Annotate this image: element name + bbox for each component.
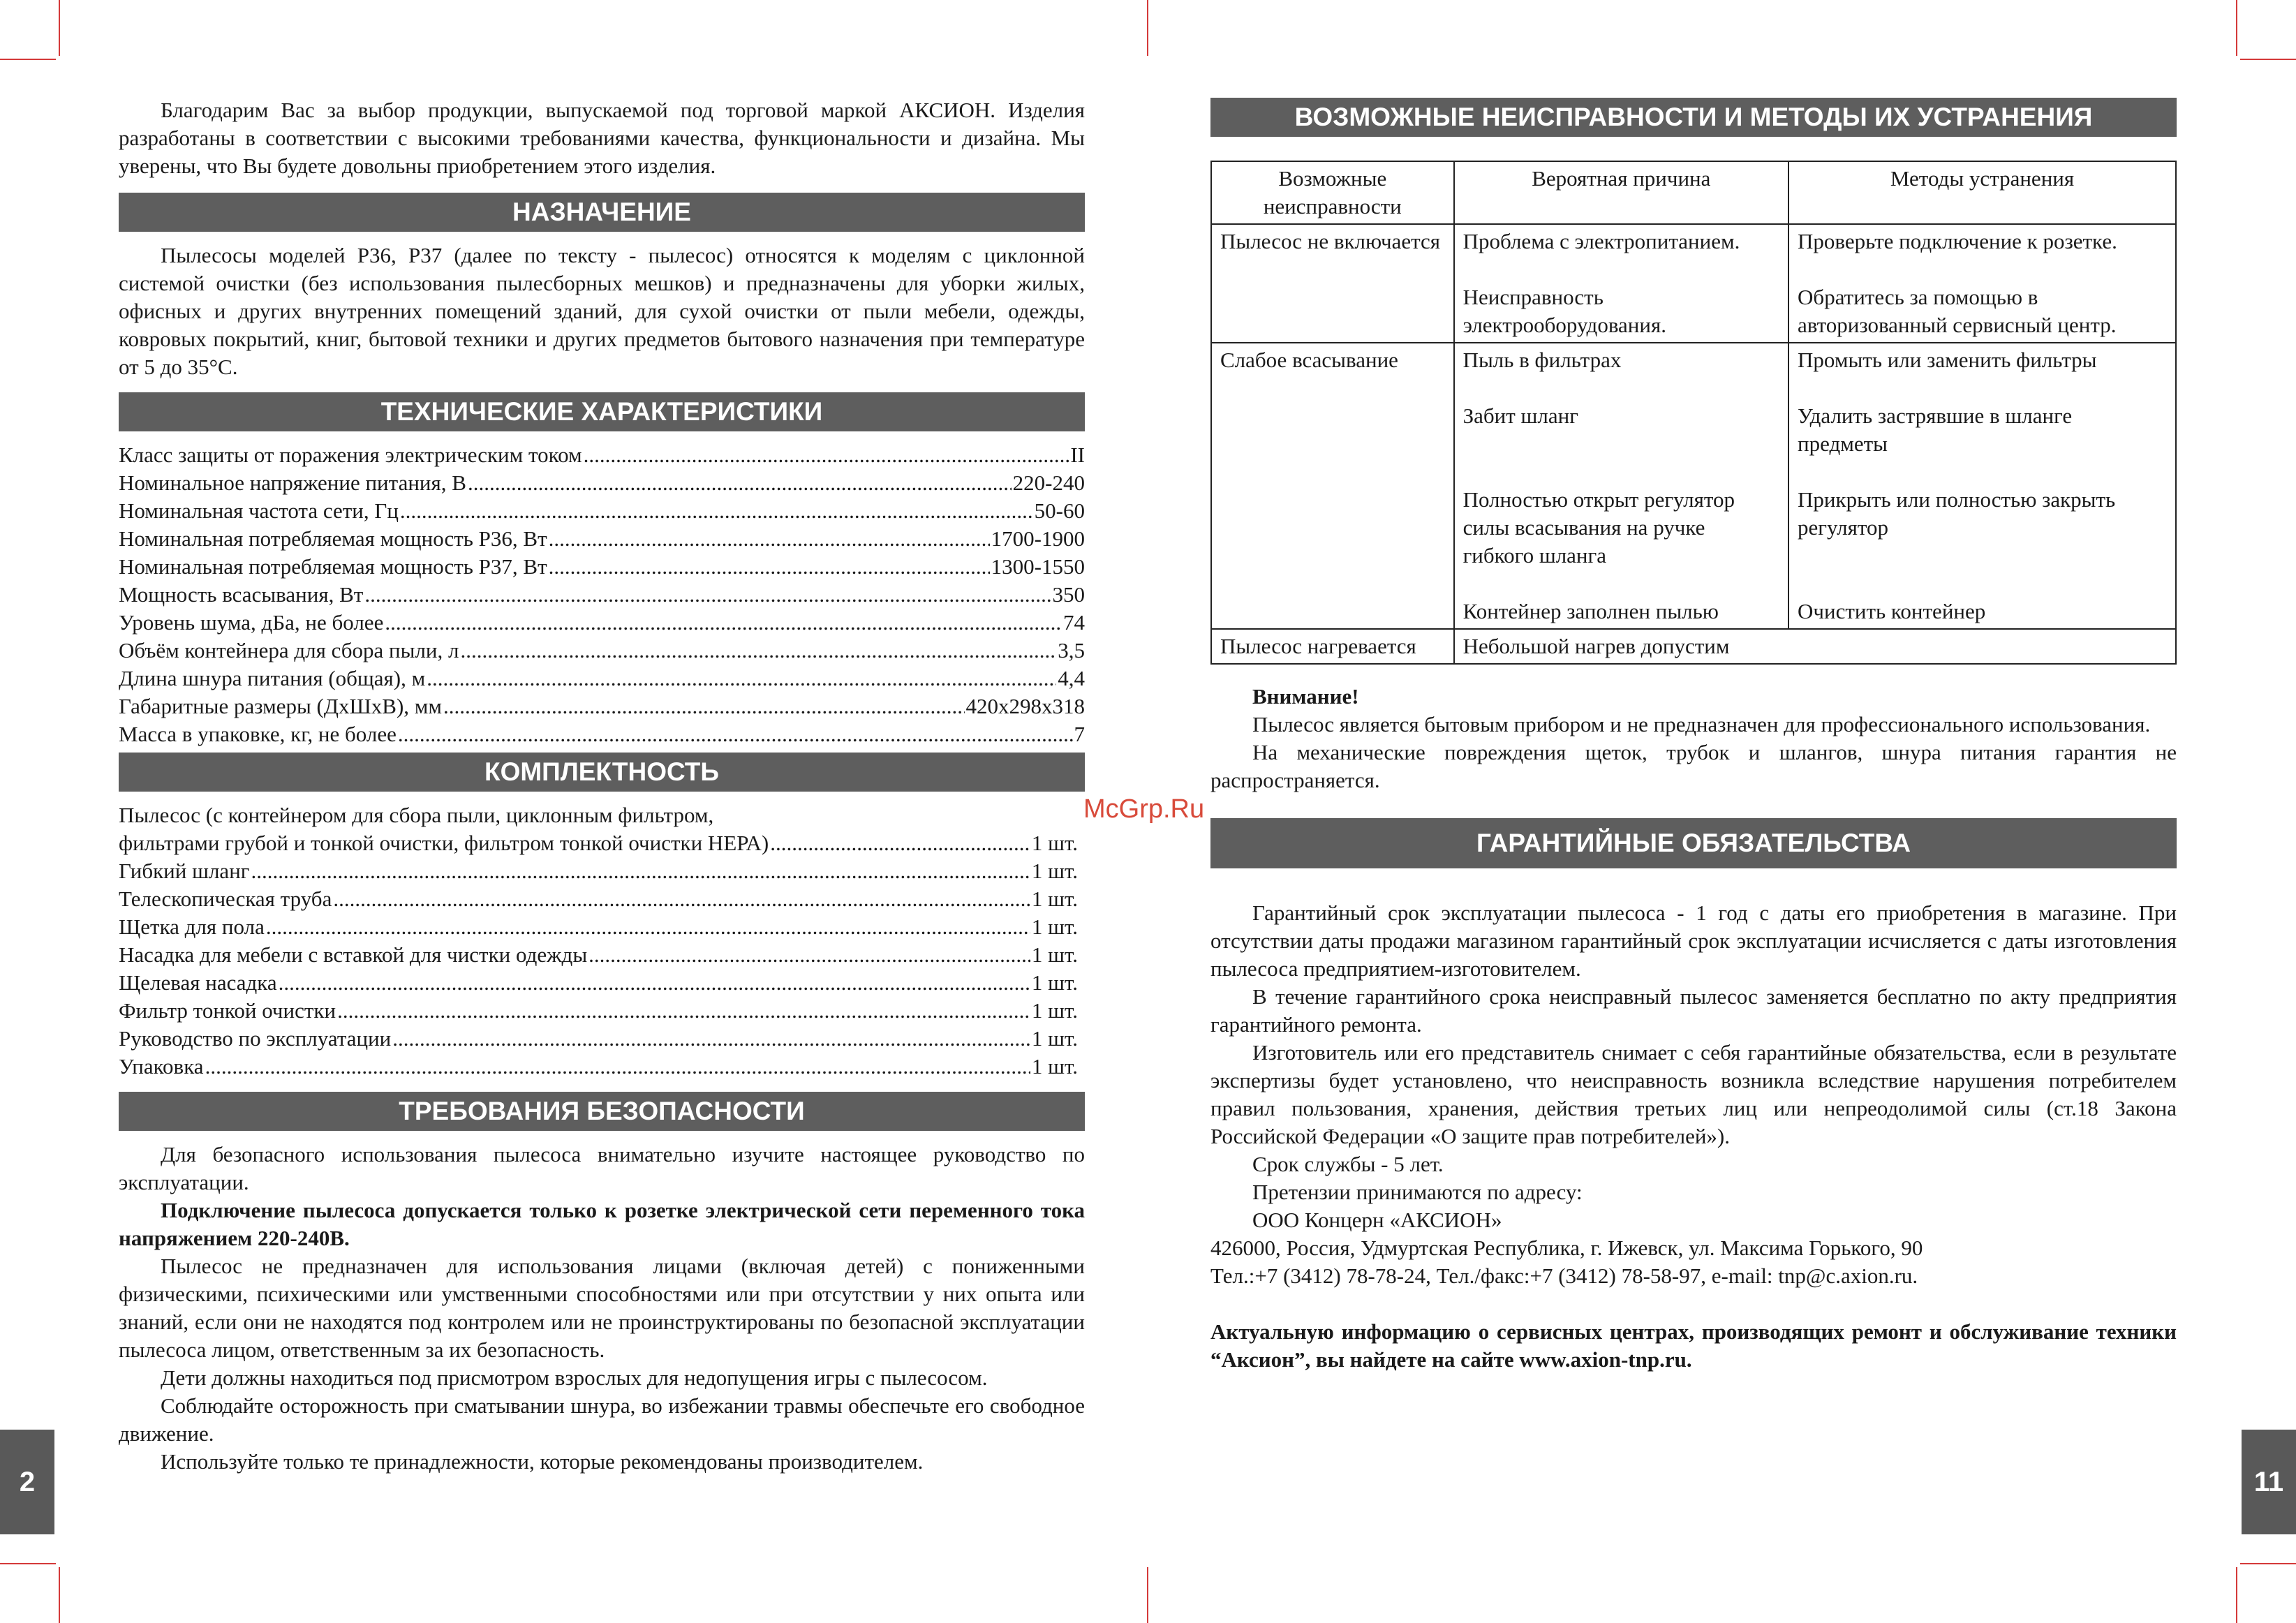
watermark: McGrp.Ru <box>1083 794 1205 824</box>
fault-cell: Пылесос не включается <box>1211 224 1454 343</box>
crop-mark <box>2240 1563 2296 1564</box>
attention-paragraph: Пылесос является бытовым прибором и не предназначен для профессионального использования. <box>1252 712 2151 736</box>
purpose-heading: НАЗНАЧЕНИЕ <box>119 193 1085 232</box>
troubleshooting-heading: ВОЗМОЖНЫЕ НЕИСПРАВНОСТИ И МЕТОДЫ ИХ УСТРАНЕНИЯ <box>1210 98 2177 137</box>
safety-paragraph: Используйте только те принадлежности, которые рекомендованы производителем. <box>161 1449 924 1474</box>
kit-row: Фильтр тонкой очистки ..... 1 шт. <box>119 997 1078 1025</box>
table-header-row <box>1211 161 2176 224</box>
crop-mark <box>2236 0 2237 56</box>
page-number-left: 2 <box>0 1430 54 1534</box>
specs-list <box>119 441 1085 748</box>
fix-cell: Промыть или заменить фильтры Удалить застрявшие в шланге предметы Прикрыть или полностью закрыть регулятор Очистить контейнер <box>1788 343 2176 629</box>
attention-title: Внимание! <box>1252 684 1359 709</box>
crop-mark <box>0 1563 56 1564</box>
warranty-paragraph: Гарантийный срок эксплуатации пылесоса - 1 год с даты его приобретения в магазине. При отсутствии даты продажи магазином гарантийный срок эксплуатации исчисляется с даты изготовления пылесоса предприятием-изготовителем. <box>1210 901 2177 981</box>
crop-mark <box>0 59 56 60</box>
safety-paragraph: Для безопасного использования пылесоса внимательно изучите настоящее руководство по эксплуатации. <box>119 1142 1085 1194</box>
table-row <box>1211 224 2176 343</box>
kit-row: фильтрами грубой и тонкой очистки, фильтром тонкой очистки НЕРА) ..... 1 шт. <box>119 829 1078 857</box>
kit-row: Насадка для мебели с вставкой для чистки одежды ..... 1 шт. <box>119 941 1078 969</box>
right-page <box>1210 96 2177 1374</box>
spec-row: Класс защиты от поражения электрическим током ..... II <box>119 441 1085 469</box>
warranty-heading: ГАРАНТИЙНЫЕ ОБЯЗАТЕЛЬСТВА <box>1210 818 2177 868</box>
cause-cell: Небольшой нагрев допустим <box>1454 629 2176 664</box>
crop-mark <box>2240 59 2296 60</box>
service-center-info: Актуальную информацию о сервисных центрах, производящих ремонт и обслуживание техники “Аксион”, вы найдете на сайте www.axion-tnp.ru. <box>1210 1319 2177 1372</box>
claims-text: Претензии принимаются по адресу: <box>1252 1180 1583 1204</box>
spec-row: Номинальное напряжение питания, В ..... 220-240 <box>119 469 1085 497</box>
crop-mark <box>59 1567 60 1623</box>
fault-cell: Пылесос нагревается <box>1211 629 1454 664</box>
kit-heading: КОМПЛЕКТНОСТЬ <box>119 753 1085 792</box>
table-row <box>1211 343 2176 629</box>
crop-mark <box>1147 0 1148 56</box>
safety-paragraph: Дети должны находиться под присмотром взрослых для недопущения игры с пылесосом. <box>161 1365 988 1390</box>
crop-mark <box>59 0 60 56</box>
spec-row: Уровень шума, дБа, не более ..... 74 <box>119 609 1085 637</box>
specs-heading: ТЕХНИЧЕСКИЕ ХАРАКТЕРИСТИКИ <box>119 392 1085 431</box>
column-header: Возможные неисправности <box>1211 161 1454 224</box>
safety-heading: ТРЕБОВАНИЯ БЕЗОПАСНОСТИ <box>119 1092 1085 1131</box>
spec-row: Номинальная потребляемая мощность Р37, Вт ..... 1300-1550 <box>119 553 1085 581</box>
left-page <box>119 96 1085 1476</box>
company-phones: Тел.:+7 (3412) 78-78-24, Тел./факс:+7 (3412) 78-58-97, e-mail: tnp@c.axion.ru. <box>1210 1263 1918 1288</box>
spec-row: Номинальная потребляемая мощность Р36, Вт ..... 1700-1900 <box>119 525 1085 553</box>
kit-row: Щетка для пола ..... 1 шт. <box>119 913 1078 941</box>
kit-row: Упаковка ..... 1 шт. <box>119 1053 1078 1081</box>
fault-cell: Слабое всасывание <box>1211 343 1454 629</box>
kit-list <box>119 801 1078 1081</box>
page-number-right: 11 <box>2242 1430 2296 1534</box>
attention-section <box>1210 683 2177 794</box>
safety-section <box>119 1141 1085 1476</box>
warranty-paragraph: В течение гарантийного срока неисправный пылесос заменяется бесплатно по акту предприятия гарантийного ремонта. <box>1210 984 2177 1037</box>
kit-first-line: Пылесос (с контейнером для сбора пыли, циклонным фильтром, <box>119 803 714 827</box>
spec-row: Масса в упаковке, кг, не более ..... 7 <box>119 720 1085 748</box>
spec-row: Номинальная частота сети, Гц ..... 50-60 <box>119 497 1085 525</box>
purpose-text: Пылесосы моделей Р36, Р37 (далее по тексту - пылесос) относятся к моделям с циклонной системой очистки (без использования пылесборных мешков) и предназначены для уборки жилых, офисных и других внутренних помещений зданий, для сухой очистки от пыли мебели, одежды, ковровых покрытий, книг, бытовой техники и других предметов бытового назначения при температуре от 5 до 35°С. <box>119 243 1085 379</box>
company-address: 426000, Россия, Удмуртская Республика, г. Ижевск, ул. Максима Горького, 90 <box>1210 1236 1923 1260</box>
cause-cell: Проблема с электропитанием. Неисправность электрооборудования. <box>1454 224 1788 343</box>
column-header: Методы устранения <box>1788 161 2176 224</box>
safety-paragraph: Пылесос не предназначен для использования лицами (включая детей) с пониженными физическими, психическими или умственными способностями или при отсутствии у них опыта или знаний, если они не находятся под контролем или не проинструктированы по безопасной эксплуатации пылесоса лицом, ответственным за их безопасность. <box>119 1254 1085 1362</box>
crop-mark <box>2236 1567 2237 1623</box>
troubleshooting-table <box>1210 161 2177 665</box>
spec-row: Длина шнура питания (общая), м ..... 4,4 <box>119 665 1085 692</box>
kit-row: Щелевая насадка ..... 1 шт. <box>119 969 1078 997</box>
table-row <box>1211 629 2176 664</box>
spec-row: Объём контейнера для сбора пыли, л ..... 3,5 <box>119 637 1085 665</box>
service-life: Срок службы - 5 лет. <box>1252 1152 1444 1176</box>
fix-cell: Проверьте подключение к розетке. Обратитесь за помощью в авторизованный сервисный центр. <box>1788 224 2176 343</box>
company-name: ООО Концерн «АКСИОН» <box>1252 1208 1502 1232</box>
kit-row: Телескопическая труба ..... 1 шт. <box>119 885 1078 913</box>
attention-paragraph: На механические повреждения щеток, трубок и шлангов, шнура питания гарантия не распространяется. <box>1210 740 2177 792</box>
intro-text: Благодарим Вас за выбор продукции, выпускаемой под торговой маркой АКСИОН. Изделия разработаны в соответствии с высокими требованиями качества, функциональности и дизайна. Мы уверены, что Вы будете довольны приобретением этого изделия. <box>119 98 1085 178</box>
kit-row: Руководство по эксплуатации ..... 1 шт. <box>119 1025 1078 1053</box>
spec-row: Мощность всасывания, Вт ..... 350 <box>119 581 1085 609</box>
safety-paragraph: Соблюдайте осторожность при сматывании шнура, во избежании травмы обеспечьте его свободное движение. <box>119 1393 1085 1446</box>
warranty-paragraph: Изготовитель или его представитель снимает с себя гарантийные обязательства, если в результате экспертизы будет установлено, что неисправность возникла вследствие нарушения потребителем правил пользования, хранения, действия третьих лиц или непреодолимой силы (ст.18 Закона Российской Федерации «О защите прав потребителей»). <box>1210 1040 2177 1148</box>
column-header: Вероятная причина <box>1454 161 1788 224</box>
safety-warning: Подключение пылесоса допускается только к розетке электрической сети переменного тока напряжением 220-240В. <box>119 1198 1085 1250</box>
cause-cell: Пыль в фильтрах Забит шланг Полностью открыт регулятор силы всасывания на ручке гибкого шланга Контейнер заполнен пылью <box>1454 343 1788 629</box>
spec-row: Габаритные размеры (ДхШхВ), мм ..... 420х298х318 <box>119 692 1085 720</box>
warranty-section <box>1210 899 2177 1374</box>
crop-mark <box>1147 1567 1148 1623</box>
kit-row: Гибкий шланг ..... 1 шт. <box>119 857 1078 885</box>
